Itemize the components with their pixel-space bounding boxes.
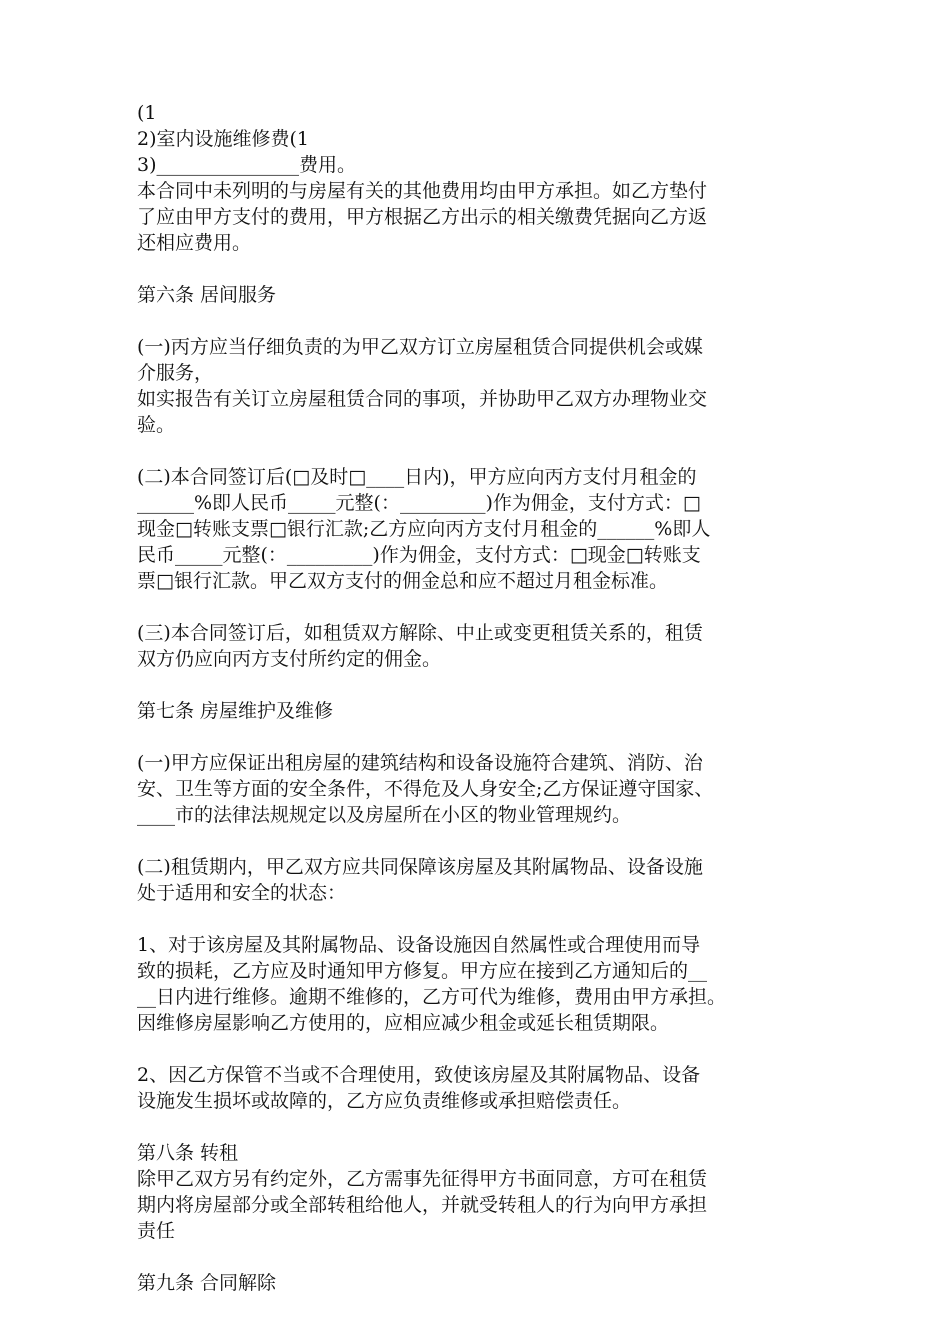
text-line: ____市的法律法规规定以及房屋所在小区的物业管理规约。 [137, 804, 632, 826]
text-line: 除甲乙双方另有约定外，乙方需事先征得甲方书面同意，方可在租赁 [137, 1168, 708, 1190]
text-line: 双方仍应向丙方支付所约定的佣金。 [137, 648, 442, 670]
text-line: (一)丙方应当仔细负责的为甲乙双方订立房屋租赁合同提供机会或媒 [137, 336, 703, 358]
blank-line [137, 308, 837, 334]
text-line: 现金□转账支票□银行汇款;乙方应向丙方支付月租金的______%即人 [137, 518, 711, 540]
text-line: 了应由甲方支付的费用，甲方根据乙方出示的相关缴费凭据向乙方返 [137, 206, 708, 228]
text-line: 民币_____元整(：_________)作为佣金，支付方式：□现金□转账支 [137, 544, 701, 566]
text-line: (二)本合同签订后(□及时□____日内)，甲方应向丙方支付月租金的 [137, 466, 697, 488]
blank-line [137, 438, 837, 464]
blank-line [137, 724, 837, 750]
text-line: (三)本合同签订后，如租赁双方解除、中止或变更租赁关系的，租赁 [137, 622, 703, 644]
text-line: 2、因乙方保管不当或不合理使用，致使该房屋及其附属物品、设备 [137, 1064, 701, 1086]
text-line: (二)租赁期内，甲乙双方应共同保障该房屋及其附属物品、设备设施 [137, 856, 703, 878]
text-line: 如实报告有关订立房屋租赁合同的事项，并协助甲乙双方办理物业交 [137, 388, 708, 410]
text-line: 致的损耗，乙方应及时通知甲方修复。甲方应在接到乙方通知后的__ [137, 960, 708, 982]
section-heading: 第六条 居间服务 [137, 284, 277, 306]
blank-line [137, 672, 837, 698]
text-line: 验。 [137, 414, 176, 436]
text-line: (一)甲方应保证出租房屋的建筑结构和设备设施符合建筑、消防、治 [137, 752, 703, 774]
text-line: 期内将房屋部分或全部转租给他人，并就受转租人的行为向甲方承担 [137, 1194, 708, 1216]
text-line: 票□银行汇款。甲乙双方支付的佣金总和应不超过月租金标准。 [137, 570, 668, 592]
blank-line [137, 1036, 837, 1062]
text-line: 因维修房屋影响乙方使用的，应相应减少租金或延长租赁期限。 [137, 1012, 670, 1034]
section-heading: 第九条 合同解除 [137, 1272, 277, 1294]
text-line: (1 [137, 102, 157, 124]
blank-line [137, 1114, 837, 1140]
blank-line [137, 906, 837, 932]
blank-line [137, 1244, 837, 1270]
section-heading: 第八条 转租 [137, 1142, 239, 1164]
text-line: 设施发生损坏或故障的，乙方应负责维修或承担赔偿责任。 [137, 1090, 632, 1112]
text-line: 介服务， [137, 362, 214, 384]
text-line: 还相应费用。 [137, 232, 252, 254]
text-line: 1、对于该房屋及其附属物品、设备设施因自然属性或合理使用而导 [137, 934, 701, 956]
document-body [137, 100, 837, 1296]
text-line: 处于适用和安全的状态： [137, 882, 347, 904]
text-line: 责任 [137, 1220, 176, 1242]
text-line: 安、卫生等方面的安全条件，不得危及人身安全;乙方保证遵守国家、 [137, 778, 714, 800]
text-line: 3)_______________费用。 [137, 154, 357, 176]
section-heading: 第七条 房屋维护及维修 [137, 700, 334, 722]
blank-line [137, 594, 837, 620]
text-line: ______%即人民币_____元整(：_________)作为佣金，支付方式：□ [137, 492, 701, 514]
text-line: 本合同中未列明的与房屋有关的其他费用均由甲方承担。如乙方垫付 [137, 180, 708, 202]
text-line: 2)室内设施维修费(1 [137, 128, 310, 150]
blank-line [137, 828, 837, 854]
blank-line [137, 256, 837, 282]
text-line: __日内进行维修。逾期不维修的，乙方可代为维修，费用由甲方承担。 [137, 986, 727, 1008]
